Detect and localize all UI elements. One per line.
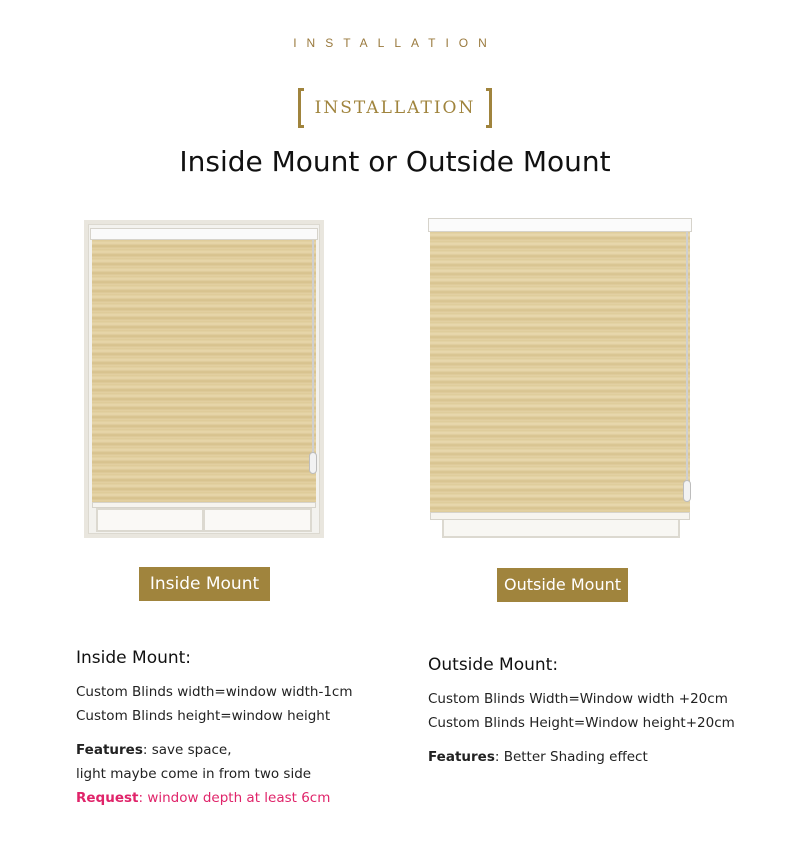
installation-badge <box>298 88 492 128</box>
features-value: : Better Shading effect <box>494 749 648 765</box>
badge-label: INSTALLATION <box>314 98 476 118</box>
inside-mount-heading: Inside Mount: <box>76 648 192 668</box>
outside-height-rule: Custom Blinds Height=Window height+20cm <box>428 715 735 731</box>
bottom-rail <box>430 512 690 520</box>
features-key: Features <box>76 742 143 758</box>
outside-width-rule: Custom Blinds Width=Window width +20cm <box>428 691 728 707</box>
headrail <box>90 228 318 240</box>
inside-request <box>76 786 406 810</box>
inside-height-rule: Custom Blinds height=window height <box>76 708 331 724</box>
cord-handle <box>683 480 691 502</box>
features-value: : save space, <box>142 742 232 758</box>
features-key: Features <box>428 749 495 765</box>
outside-features <box>428 745 768 769</box>
spacer <box>76 728 406 738</box>
cellular-shade <box>430 232 690 512</box>
inside-width-rule: Custom Blinds width=window width-1cm <box>76 684 353 700</box>
outside-mount-label: Outside Mount <box>497 568 628 602</box>
inside-mount-image <box>84 220 324 538</box>
pull-cord <box>312 240 314 468</box>
window-divider <box>202 508 205 532</box>
request-key: Request <box>76 790 139 806</box>
cord-handle <box>309 452 317 474</box>
section-eyebrow: INSTALLATION <box>293 36 497 50</box>
inside-mount-details <box>76 648 406 810</box>
request-value: : window depth at least 6cm <box>138 790 331 806</box>
inside-features <box>76 738 406 762</box>
headrail <box>428 218 692 232</box>
outside-mount-image <box>428 218 692 540</box>
pull-cord <box>686 232 688 488</box>
window-sill <box>442 518 680 538</box>
outside-mount-heading: Outside Mount: <box>428 655 559 675</box>
inside-mount-label: Inside Mount <box>139 567 270 601</box>
spacer <box>428 735 768 745</box>
inside-features-continued: light maybe come in from two side <box>76 766 312 782</box>
outside-mount-details <box>428 655 768 769</box>
page-title: Inside Mount or Outside Mount <box>179 145 611 178</box>
cellular-shade <box>92 240 316 502</box>
